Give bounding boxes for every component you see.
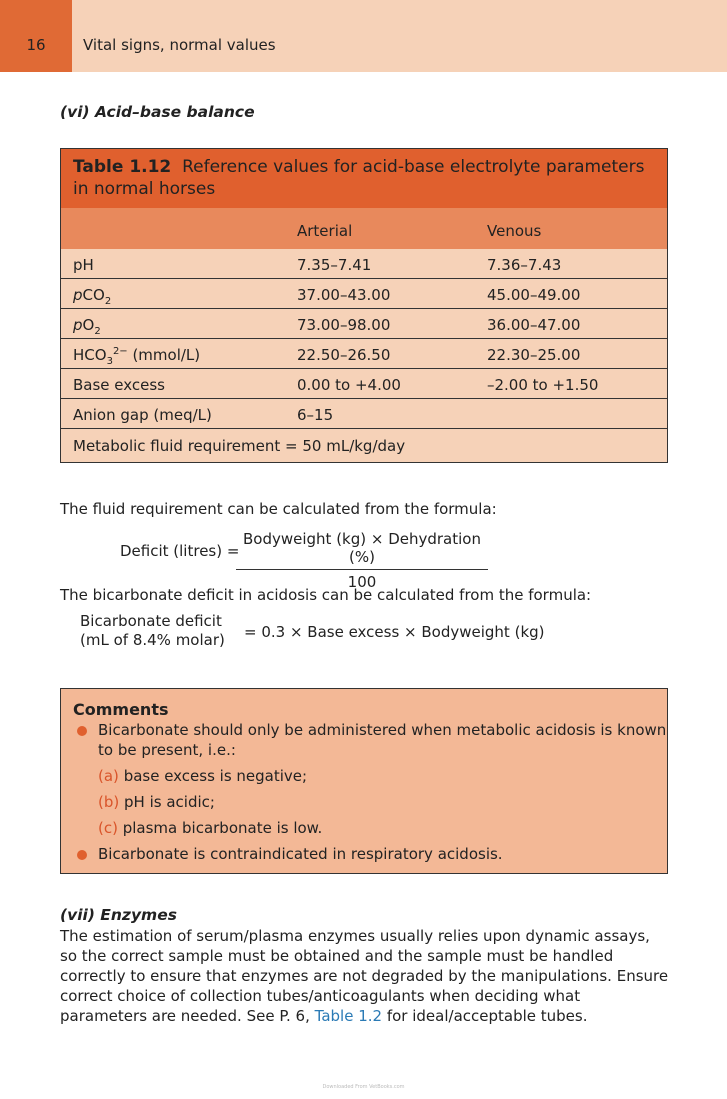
table-row [61,308,667,338]
param-cell: pH [73,256,94,274]
param-main: CO [82,286,105,304]
deficit-numerator: Bodyweight (kg) × Dehydration (%) [236,530,488,570]
section-heading-acid-base: (vi) Acid–base balance [60,103,255,121]
enzymes-paragraph [60,926,670,1026]
arterial-cell: 7.35–7.41 [297,256,372,274]
param-italic: p [73,286,83,304]
arterial-cell: 6–15 [297,406,334,424]
comment-sub-b [98,793,215,811]
venous-cell: 22.30–25.00 [487,346,581,364]
param-sub: 3 [106,356,113,367]
download-note: Downloaded From VetBooks.com [322,1084,405,1090]
table-caption-label: Table 1.12 [73,157,172,177]
comment-sub-a [98,767,307,785]
table-footer-row [61,428,667,462]
sub-text: base excess is negative; [123,767,308,785]
param-cell [73,286,111,307]
comment-sub-c [98,819,322,837]
param-cell: Anion gap (meq/L) [73,406,212,424]
reference-table [60,148,668,463]
sub-text: pH is acidic; [124,793,215,811]
param-cell [73,316,101,337]
deficit-formula-lhs: Deficit (litres) = [120,542,240,560]
bicarbonate-rhs: = 0.3 × Base excess × Bodyweight (kg) [244,623,545,641]
section-heading-enzymes: (vii) Enzymes [60,906,177,924]
table-row [61,278,667,308]
deficit-fraction [236,530,488,591]
table-caption-text: Reference values for acid-base electrolyte parameters in normal horses [73,157,645,199]
running-head: Vital signs, normal values [83,36,276,54]
param-tail: (mmol/L) [127,346,201,364]
arterial-cell: 22.50–26.50 [297,346,391,364]
bullet-icon [77,850,87,860]
bullet-icon [77,726,87,736]
table-row [61,249,667,278]
page-header [0,0,727,72]
param-cell: Base excess [73,376,165,394]
comments-box [60,688,668,874]
param-cell [73,346,200,367]
comment-bullet-1-line1: Bicarbonate should only be administered when metabolic acidosis is known [98,721,667,739]
table-1-2-link[interactable]: Table 1.2 [314,1007,383,1025]
column-header-arterial: Arterial [297,222,353,240]
sub-label: (c) [98,819,118,837]
page-number: 16 [0,0,72,72]
enzymes-text-end: for ideal/acceptable tubes. [382,1007,588,1025]
sub-text: plasma bicarbonate is low. [122,819,323,837]
param-italic: p [73,316,83,334]
param-sub: 2 [104,296,112,307]
bicarbonate-lhs-line1: Bicarbonate deficit [80,612,222,630]
param-sup: 2− [112,346,128,357]
deficit-denominator: 100 [347,573,377,591]
table-row [61,368,667,398]
comments-title: Comments [73,700,169,719]
enzymes-text: The estimation of serum/plasma enzymes usually relies upon dynamic assays, so the correct sample must be obtained and the sample must be handled correctly to ensure that enzymes are not degraded by the manipulations. Ensure correct choice of collection tubes/anticoagulants when deciding what parameters are needed. See P. 6, [60,927,669,1025]
arterial-cell: 73.00–98.00 [297,316,391,334]
venous-cell: –2.00 to +1.50 [487,376,599,394]
table-row [61,398,667,428]
metabolic-fluid-note: Metabolic fluid requirement = 50 mL/kg/day [73,437,406,455]
bicarbonate-lhs-line2: (mL of 8.4% molar) [80,631,225,649]
param-main: HCO [73,346,107,364]
venous-cell: 36.00–47.00 [487,316,581,334]
table-row [61,338,667,368]
venous-cell: 7.36–7.43 [487,256,562,274]
sub-label: (b) [98,793,120,811]
comment-bullet-2: Bicarbonate is contraindicated in respiratory acidosis. [98,845,503,863]
arterial-cell: 0.00 to +4.00 [297,376,401,394]
comment-bullet-1-line2: to be present, i.e.: [98,741,236,759]
bicarbonate-intro: The bicarbonate deficit in acidosis can be calculated from the formula: [60,586,592,604]
fluid-intro: The fluid requirement can be calculated from the formula: [60,500,497,518]
table-caption [61,149,667,208]
venous-cell: 45.00–49.00 [487,286,581,304]
arterial-cell: 37.00–43.00 [297,286,391,304]
table-header-row [61,208,667,249]
param-sub: 2 [94,326,101,337]
column-header-venous: Venous [487,222,542,240]
sub-label: (a) [98,767,119,785]
param-main: O [82,316,95,334]
